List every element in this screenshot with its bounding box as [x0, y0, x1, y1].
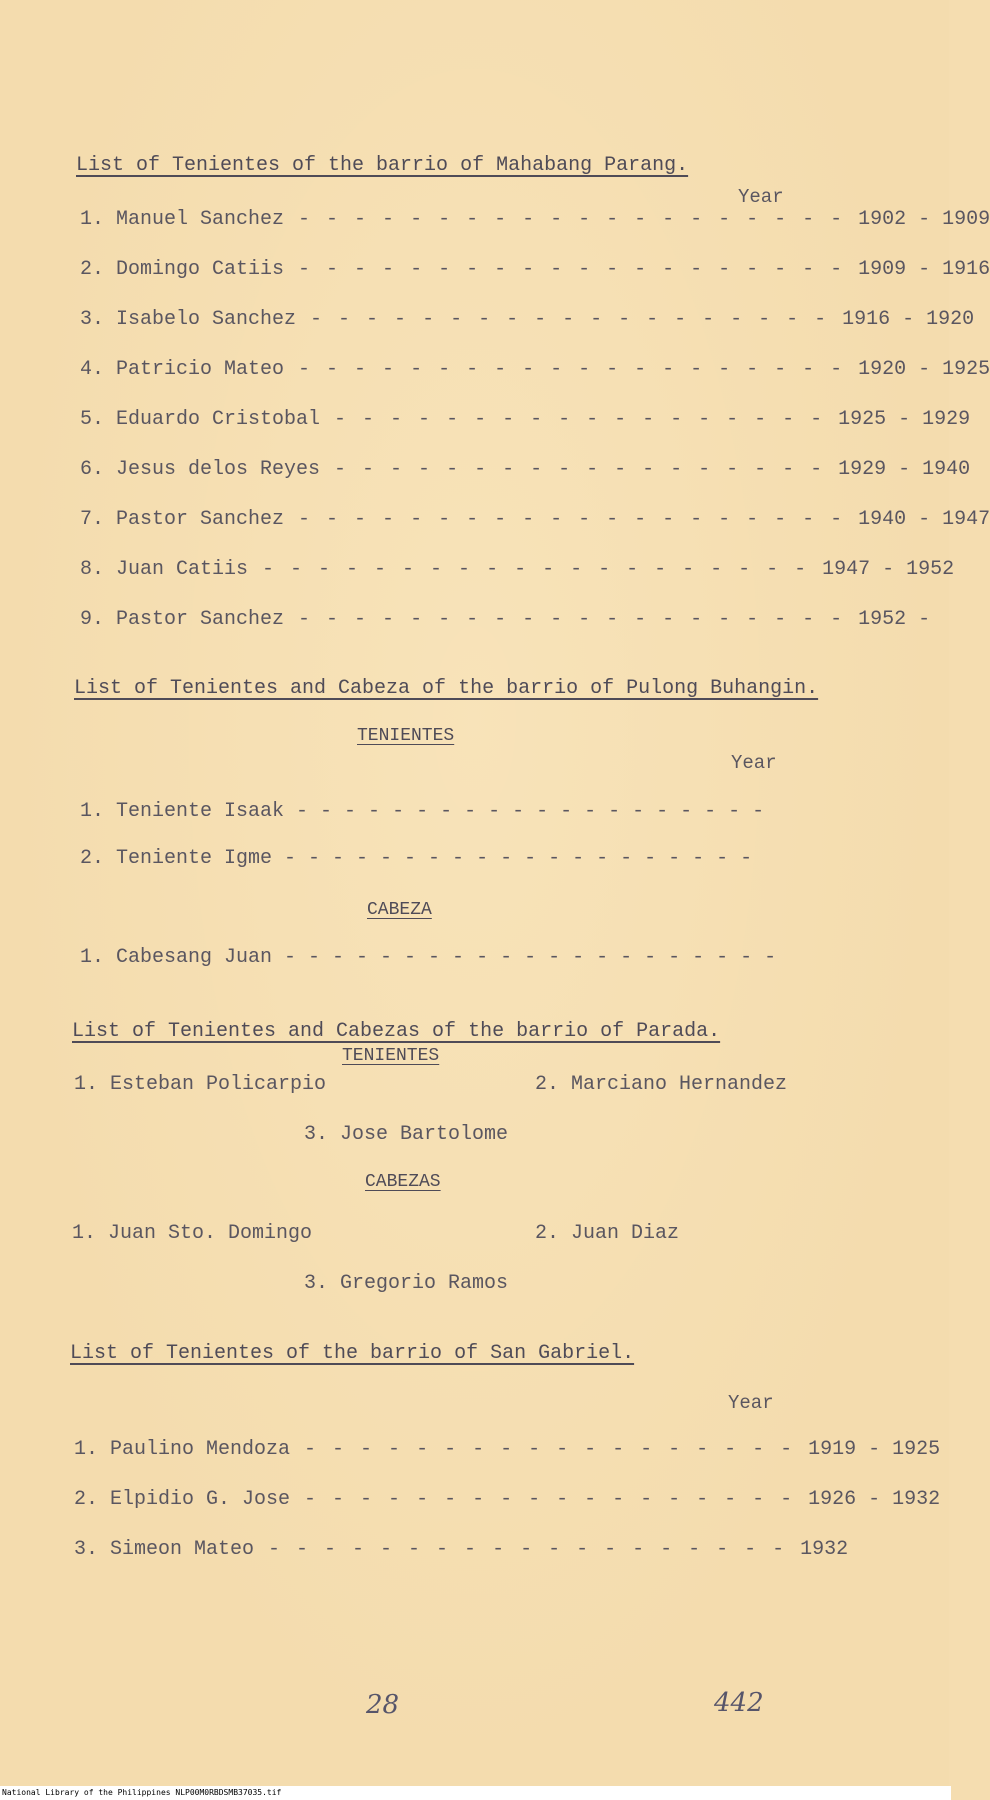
page-number-right: 442 — [714, 1688, 764, 1718]
list-item: 2. Marciano Hernandez — [535, 1073, 788, 1096]
section-title-san-gabriel: List of Tenientes of the barrio of San Gabriel. — [70, 1342, 635, 1365]
section-title-mahabang-parang: List of Tenientes of the barrio of Mahabang Parang. — [76, 154, 689, 177]
list-item: 1. Paulino Mendoza - - - - - - - - - - - - - - - - - - 1919 - 1925 — [74, 1438, 941, 1461]
list-item: 1. Manuel Sanchez - - - - - - - - - - - - - - - - - - - - 1902 - 1909 — [80, 208, 990, 231]
list-item: 1. Juan Sto. Domingo — [72, 1222, 313, 1245]
list-item: 2. Juan Diaz — [535, 1222, 680, 1245]
list-item: 2. Teniente Igme - - - - - - - - - - - - - - - - - - - - — [80, 847, 753, 870]
year-column-label: Year — [731, 752, 777, 774]
subheading-tenientes: TENIENTES — [357, 726, 455, 746]
list-item: 5. Eduardo Cristobal - - - - - - - - - - - - - - - - - - 1925 - 1929 — [80, 408, 971, 431]
year-column-label: Year — [728, 1392, 774, 1414]
list-item: 8. Juan Catiis - - - - - - - - - - - - - - - - - - - - 1947 - 1952 — [80, 558, 955, 581]
list-item: 3. Jose Bartolome — [304, 1123, 509, 1146]
list-item: 1. Esteban Policarpio — [74, 1073, 327, 1096]
footer-caption: National Library of the Philippines NLP00M0RBDSMB37035.tif — [0, 1786, 951, 1800]
subheading-tenientes: TENIENTES — [342, 1046, 440, 1066]
list-item: 3. Simeon Mateo - - - - - - - - - - - - - - - - - - - 1932 — [74, 1538, 849, 1561]
list-item: 1. Teniente Isaak - - - - - - - - - - - - - - - - - - - - — [80, 800, 765, 823]
subheading-cabeza: CABEZA — [367, 900, 432, 920]
list-item: 9. Pastor Sanchez - - - - - - - - - - - - - - - - - - - - 1952 - — [80, 608, 931, 631]
list-item: 2. Elpidio G. Jose - - - - - - - - - - - - - - - - - - 1926 - 1932 — [74, 1488, 941, 1511]
list-item: 3. Isabelo Sanchez - - - - - - - - - - - - - - - - - - - 1916 - 1920 — [80, 308, 975, 331]
list-item: 3. Gregorio Ramos — [304, 1272, 509, 1295]
subheading-cabezas: CABEZAS — [365, 1172, 441, 1192]
list-item: 2. Domingo Catiis - - - - - - - - - - - - - - - - - - - - 1909 - 1916 — [80, 258, 990, 281]
list-item: 6. Jesus delos Reyes - - - - - - - - - - - - - - - - - - 1929 - 1940 — [80, 458, 971, 481]
list-item: 1. Cabesang Juan - - - - - - - - - - - - - - - - - - - - - — [80, 946, 777, 969]
section-title-pulong-buhangin: List of Tenientes and Cabeza of the barrio of Pulong Buhangin. — [74, 677, 819, 700]
section-title-parada: List of Tenientes and Cabezas of the barrio of Parada. — [72, 1020, 721, 1043]
year-column-label: Year — [738, 186, 784, 208]
page-number-left: 28 — [366, 1690, 400, 1720]
list-item: 4. Patricio Mateo - - - - - - - - - - - - - - - - - - - - 1920 - 1925 — [80, 358, 990, 381]
list-item: 7. Pastor Sanchez - - - - - - - - - - - - - - - - - - - - 1940 - 1947 — [80, 508, 990, 531]
